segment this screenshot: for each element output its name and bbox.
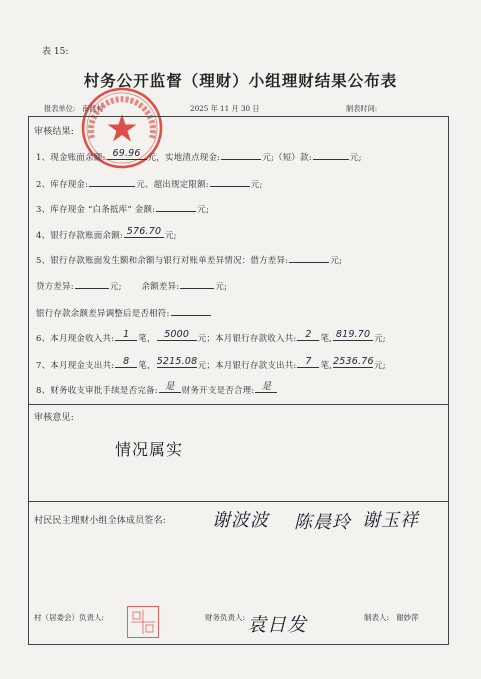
bank-expense-count: 7 [305,356,312,367]
audit-line-8: 8、财务收支审批手续是否完备: 是 财务开支是否合理: 是 [36,383,278,396]
personal-square-seal [127,606,159,638]
opinion-text: 情况属实 [115,440,184,459]
result-table-frame [28,116,449,645]
audit-line-3: 3、库存现金 “白条抵库” 金额: 元; [36,202,209,215]
opinion-heading: 审核意见: [34,413,75,423]
audit-line-7: 7、本月现金支出共: 8 笔， 5215.08 元；本月银行存款支出共: 7 笔, 2536.76 元; [36,356,386,371]
audit-line-1: 1、现金账面余额: 69.96 元，实地清点现金: 元;（短）款: 元; [36,148,362,163]
audit-line-6: 6、本月现金收入共: 1 笔， 5000 元；本月银行存款收入共: 2 笔, 819.70 元; [36,329,386,344]
bank-income-amount: 819.70 [335,329,371,340]
expense-reasonable-value: 是 [261,381,272,392]
audit-line-5-credit: 贷方差异: 元; 余额差异: 元; [36,279,227,292]
divider-opinion [28,404,449,405]
cash-expense-count: 8 [123,356,130,367]
audit-line-2: 2、库存现金: 元、超出规定限额: 元; [36,177,263,190]
report-date: 2025 年 11 月 30 日 [190,104,260,113]
finance-head-signature: 袁日发 [247,614,308,636]
maker-name: 谢妙萍 [396,613,419,622]
cash-expense-amount: 5215.08 [156,356,198,367]
members-label: 村民民主理财小组全体成员签名: [34,516,167,526]
document-title: 村务公开监督（理财）小组理财结果公布表 [83,72,398,90]
audit-line-5: 5、银行存款账面发生额和余额与银行对账单差异情况：借方差异: 元; [36,253,342,266]
audit-line-4: 4、银行存款账面余额: 576.70 元; [36,226,177,241]
village-head-label: 村（居委会）负责人: [34,613,105,622]
unit-value: 南渡村 [82,104,104,113]
member-signature-3: 谢玉祥 [362,510,419,531]
bank-expense-amount: 2536.76 [333,356,374,367]
maker-label: 制表人: [364,613,390,622]
audit-line-5-match: 银行存款余额差异调整后是否相符: [36,306,212,319]
made-time-label: 制表时间: [346,104,378,113]
approval-complete-value: 是 [164,381,175,392]
unit-label: 报表单位: [44,104,76,113]
divider-members [28,501,449,502]
audit-heading: 审核结果: [34,127,75,137]
cash-income-amount: 5000 [164,329,190,340]
cash-balance-value: 69.96 [112,148,141,159]
finance-head-label: 财务负责人: [205,613,246,622]
member-signature-2: 陈晨玲 [294,512,351,533]
bank-income-count: 2 [305,329,312,340]
cash-income-count: 1 [123,329,130,340]
bank-balance-value: 576.70 [126,226,162,237]
document-number: 表 15: [42,47,69,57]
member-signature-1: 谢波波 [212,510,269,531]
